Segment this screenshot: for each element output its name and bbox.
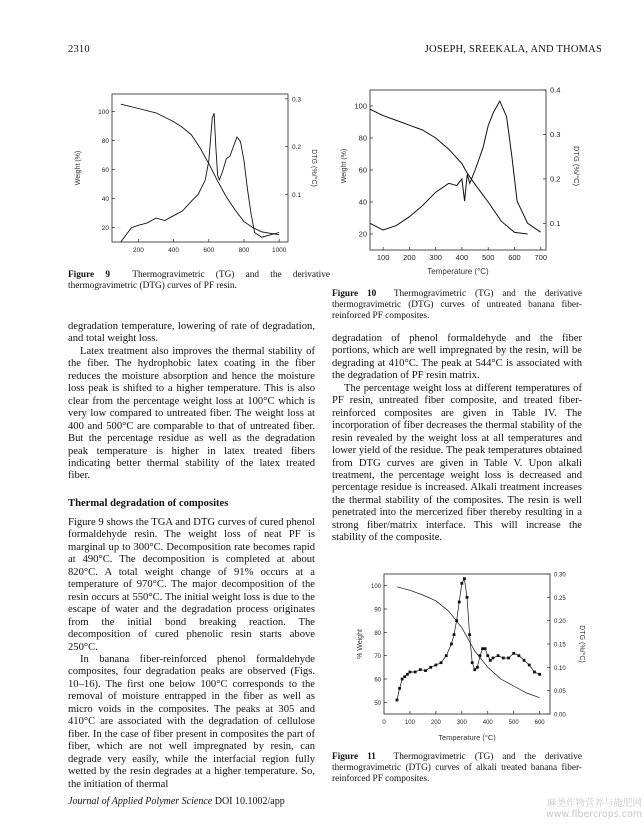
figure-11-x-tick-label: 500: [508, 720, 519, 726]
figure-9-left-tick-label: 40: [101, 195, 109, 203]
figure-11-dtg-point: [502, 657, 505, 660]
page-number: 2310: [68, 44, 90, 55]
figure-10-left-tick-label: 40: [358, 197, 367, 207]
left-paragraph-3: Figure 9 shows the TGA and DTG curves of cured phenol formaldehyde resin. The weight loss of neat PF is marginal up to 300°C. Decomposition rate becomes rapid at 490°C. The decomposition is completed at about 820°C. A total weight change of 91% occurs at a temperature of 970°C. The major decomposition of the resin occurs at 550°C. The initial weight loss is due to the escape of water and the degradation process originates from the initial bond breaking reaction. The decomposition of cured phenolic resin starts above 250°C.: [68, 517, 315, 653]
figure-11-right-tick-label: 0.30: [554, 572, 566, 579]
figure-9-right-tick-label: 0.2: [292, 144, 302, 152]
right-column-text: [332, 333, 582, 545]
figure-11-left-tick-label: 80: [374, 630, 381, 637]
figure-11-dtg-point: [533, 671, 536, 674]
figure-9-x-tick-label: 400: [168, 247, 180, 254]
figure-11-dtg-point: [473, 668, 476, 671]
figure-11-x-tick-label: 600: [534, 720, 545, 726]
figure-10-x-axis-label: Temperature (°C): [427, 267, 489, 276]
figure-9-x-tick-label: 1000: [271, 247, 287, 254]
figure-11-dtg-point: [512, 652, 515, 655]
figure-11-chart: [354, 568, 588, 744]
figure-9-right-tick-label: 0.1: [292, 191, 302, 199]
left-column-top: [68, 321, 315, 483]
figure-10-series-tg: [370, 109, 528, 234]
figure-11-dtg-point: [484, 647, 487, 650]
figure-11-dtg-point: [517, 654, 520, 657]
figure-9: [68, 88, 330, 266]
figure-11-caption: [332, 752, 582, 785]
figure-9-left-tick-label: 60: [101, 166, 109, 174]
figure-11-left-tick-label: 70: [374, 654, 381, 661]
figure-10-right-tick-label: 0.3: [550, 129, 561, 139]
figure-11-dtg-point: [486, 654, 489, 657]
figure-10-series-dtg: [370, 101, 541, 232]
footer-doi: DOI 10.1002/app: [214, 796, 285, 807]
figure-11-dtg-point: [429, 666, 432, 669]
figure-11-dtg-point: [453, 633, 456, 636]
figure-10-x-tick-label: 400: [455, 253, 469, 262]
figure-10-left-tick-label: 100: [354, 101, 367, 111]
figure-11-x-axis-label: Temperature (°C): [438, 733, 496, 742]
figure-9-left-tick-label: 100: [98, 108, 109, 116]
figure-11-dtg-point: [479, 654, 482, 657]
figure-11-dtg-point: [445, 654, 448, 657]
figure-11-dtg-point: [523, 659, 526, 662]
figure-11-left-tick-label: 60: [374, 677, 381, 684]
left-paragraph-4: In banana fiber-reinforced phenol formaldehyde composites, four degradation peaks are observed (Figs. 10–16). The first one below 100°C corresponds to the removal of moisture entrapped in the fiber as well as micro voids in the composites. The peaks at 305 and 410°C are associated with the degradation of cellulose fiber. In the case of fiber present in composites the part of fiber, which are not well impregnated by resin, can degrade very easily, while the interfacial region fully wetted by the resin degrades at a higher temperature. So, the initiation of thermal: [68, 653, 315, 790]
figure-11-dtg-point: [507, 657, 510, 660]
figure-9-left-axis-label: Weight (%): [75, 150, 82, 186]
figure-10-x-tick-label: 700: [534, 253, 548, 262]
figure-11-dtg-point: [466, 596, 469, 599]
figure-11-dtg-point: [458, 601, 461, 604]
figure-10: [338, 84, 582, 282]
watermark-line-1: 麻类作物营养与施肥网: [547, 798, 643, 809]
figure-9-chart: [68, 88, 330, 266]
running-header-authors: JOSEPH, SREEKALA, AND THOMAS: [424, 44, 602, 55]
figure-11-dtg-point: [401, 678, 404, 681]
figure-11-x-tick-label: 400: [482, 720, 493, 726]
figure-9-right-axis-label: DTG (%/°C): [310, 149, 317, 187]
figure-10-right-tick-label: 0.1: [550, 218, 561, 228]
figure-10-left-tick-label: 20: [358, 229, 367, 239]
figure-11-dtg-point: [450, 643, 453, 646]
figure-9-left-tick-label: 80: [101, 137, 109, 145]
figure-11-dtg-point: [460, 582, 463, 585]
figure-11-dtg-point: [419, 668, 422, 671]
figure-11-left-tick-label: 50: [374, 700, 381, 707]
figure-11-x-tick-label: 300: [456, 720, 467, 726]
figure-11: [354, 568, 588, 744]
figure-10-x-tick-label: 300: [429, 253, 442, 262]
figure-11-dtg-point: [424, 669, 427, 672]
figure-11-dtg-point: [489, 659, 492, 662]
figure-11-dtg-point: [468, 633, 471, 636]
figure-11-dtg-point: [528, 664, 531, 667]
figure-10-right-axis-label: DTG (%/°C): [572, 145, 581, 187]
figure-10-left-axis-label: Weight (%): [341, 148, 348, 184]
figure-11-caption-text: Thermogravimetric (TG) and the derivative thermogravimetric (DTG) curves of alkali treated banana fiber-reinforced PF composites.: [332, 752, 582, 784]
figure-11-dtg-point: [492, 657, 495, 660]
figure-10-x-tick-label: 600: [508, 253, 521, 262]
figure-10-x-tick-label: 100: [376, 253, 390, 262]
figure-9-right-tick-label: 0.3: [292, 96, 302, 104]
figure-11-left-tick-label: 100: [370, 584, 381, 591]
section-heading: Thermal degradation of composites: [68, 498, 229, 509]
right-paragraph-2: The percentage weight loss at different temperatures of PF resin, untreated fiber composite, and treated fiber-reinforced composites are given in Table IV. The incorporation of fiber decreases the thermal stability of the resin revealed by the weight loss at all temperatures and lower yield of the residue. The peak temperatures obtained from DTG curves are given in Table V. Upon alkali treatment, the percentage weight loss is decreased and percentage residue is increased. Alkali treatment increases the thermal stability of the composites. The resin is well penetrated into the mercerized fiber thereby resulting in a strong fiber/matrix interface. This will increase the stability of the composite.: [332, 382, 582, 544]
figure-10-caption: [332, 289, 582, 322]
figure-11-dtg-point: [471, 661, 474, 664]
right-paragraph-1: degradation of phenol formaldehyde and the fiber portions, which are well impregnated by the resin, will be degrading at 410°C. The peak at 544°C is associated with the degradation of PF resin matrix.: [332, 333, 582, 382]
figure-11-dtg-point: [497, 654, 500, 657]
figure-11-dtg-point: [434, 664, 437, 667]
figure-11-dtg-point: [396, 699, 399, 702]
figure-11-dtg-point: [455, 619, 458, 622]
figure-11-dtg-point: [476, 666, 479, 669]
figure-11-dtg-point: [409, 671, 412, 674]
figure-9-x-tick-label: 600: [203, 247, 215, 254]
figure-11-right-tick-label: 0.20: [554, 619, 566, 626]
figure-9-caption: [68, 270, 330, 292]
figure-11-x-tick-label: 100: [404, 720, 415, 726]
figure-10-x-tick-label: 500: [481, 253, 495, 262]
figure-11-dtg-point: [481, 647, 484, 650]
figure-10-left-tick-label: 60: [358, 165, 367, 175]
figure-11-dtg-point: [414, 671, 417, 674]
figure-11-dtg-point: [538, 673, 541, 676]
figure-9-caption-label: Figure 9: [68, 270, 111, 280]
figure-10-right-tick-label: 0.2: [550, 174, 561, 184]
footer: [68, 796, 285, 807]
watermark-line-2: www.fibercrops.com: [546, 809, 643, 820]
figure-11-left-axis-label: % Weight: [357, 629, 364, 659]
figure-11-dtg-point: [406, 673, 409, 676]
figure-9-caption-text: Thermogravimetric (TG) and the derivative thermogravimetric (DTG) curves of PF resin.: [68, 270, 330, 291]
figure-11-dtg-point: [398, 687, 401, 690]
figure-11-dtg-point: [440, 661, 443, 664]
figure-11-left-tick-label: 90: [374, 607, 381, 614]
figure-11-x-tick-label: 0: [382, 720, 386, 726]
figure-10-caption-label: Figure 10: [332, 289, 377, 299]
figure-11-caption-label: Figure 11: [332, 752, 376, 762]
figure-9-series-dtg: [121, 113, 279, 242]
figure-9-x-tick-label: 200: [132, 247, 144, 254]
left-paragraph-2: Latex treatment also improves the thermal stability of the fiber. The hydrophobic latex coating in the fiber reduces the moisture absorption and hence the moisture loss peak is shifted to a higher temperature. This is also clear from the percentage weight loss at 100°C which is very low compared to untreated fiber. The weight loss at 400 and 500°C are comparable to that of untreated fiber. But the percentage residue as well as the degradation peak temperature is higher in latex treated fibers indicating better thermal stability of the latex treated fiber.: [68, 345, 315, 482]
figure-10-caption-text: Thermogravimetric (TG) and the derivative thermogravimetric (DTG) curves of untreated banana fiber-reinforced PF composites.: [332, 289, 582, 321]
figure-9-series-tg: [121, 104, 279, 235]
figure-10-x-tick-label: 200: [403, 253, 416, 262]
watermark: [546, 798, 642, 820]
figure-11-dtg-point: [403, 675, 406, 678]
figure-10-left-tick-label: 80: [358, 133, 367, 143]
figure-10-chart: [338, 84, 582, 282]
figure-11-dtg-point: [463, 577, 466, 580]
footer-journal: Journal of Applied Polymer Science: [68, 796, 213, 807]
figure-10-right-tick-label: 0.4: [550, 85, 561, 95]
figure-9-x-tick-label: 800: [238, 247, 250, 254]
left-column-bottom: [68, 517, 315, 791]
figure-11-x-tick-label: 200: [430, 720, 441, 726]
figure-11-right-tick-label: 0.15: [554, 642, 566, 649]
figure-9-left-tick-label: 20: [101, 224, 109, 232]
figure-9-plot-frame: [112, 94, 288, 242]
left-paragraph-1: degradation temperature, lowering of rate of degradation, and total weight loss.: [68, 321, 315, 345]
figure-11-series-tg: [397, 587, 540, 698]
figure-11-right-axis-label: DTG (%/°C): [578, 625, 585, 663]
figure-11-right-tick-label: 0.25: [554, 595, 566, 602]
figure-11-right-tick-label: 0.10: [554, 665, 566, 672]
figure-11-right-tick-label: 0.00: [554, 712, 566, 719]
figure-11-right-tick-label: 0.05: [554, 689, 566, 696]
